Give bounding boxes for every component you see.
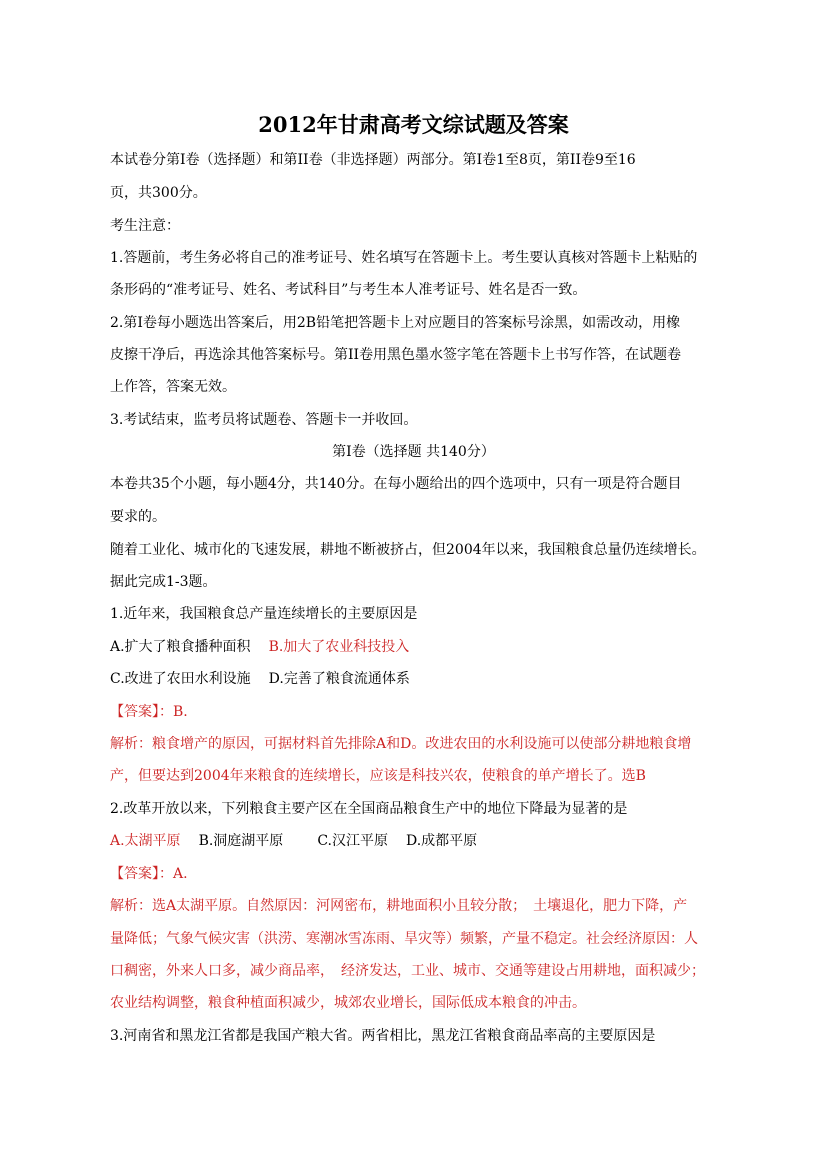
intro-line-2: 页，共300分。 xyxy=(110,185,207,201)
notice-item-2-line-1: 2.第Ⅰ卷每小题选出答案后，用2B铅笔把答题卡上对应题目的答案标号涂黑，如需改动，用橡 xyxy=(110,315,681,331)
q1-analysis-line-2: 产，但要达到2004年来粮食的连续增长，应该是科技兴农，使粮食的单产增长了。选B xyxy=(110,768,646,784)
q1-option-c: C.改进了农田水利设施 xyxy=(110,671,251,687)
q1-option-a: A.扩大了粮食播种面积 xyxy=(110,639,251,655)
q2-question: 2.改革开放以来，下列粮食主要产区在全国商品粮食生产中的地位下降最为显著的是 xyxy=(110,801,628,817)
q1-options-row-2 xyxy=(110,666,410,692)
q2-analysis-line-4: 农业结构调整，粮食种植面积减少，城郊农业增长，国际低成本粮食的冲击。 xyxy=(110,995,586,1011)
q2-analysis-line-1: 解析：选A太湖平原。自然原因：河网密布，耕地面积小且较分散； 土壤退化，肥力下降，产 xyxy=(110,898,688,914)
q2-answer: 【答案】：A. xyxy=(110,866,188,882)
notice-item-2-line-2: 皮擦干净后，再选涂其他答案标号。第II卷用黑色墨水签字笔在答题卡上书写作答，在试题卷 xyxy=(110,347,682,363)
notice-heading: 考生注意： xyxy=(110,218,180,234)
question-stem-line-2: 据此完成1-3题。 xyxy=(110,574,217,590)
q2-option-c: C.汉江平原 xyxy=(317,833,388,849)
notice-item-1-line-1: 1.答题前，考生务必将自己的准考证号、姓名填写在答题卡上。考生要认真核对答题卡上粘贴的 xyxy=(110,250,698,266)
section-desc-line-2: 要求的。 xyxy=(110,509,166,525)
q1-question: 1.近年来，我国粮食总产量连续增长的主要原因是 xyxy=(110,606,418,622)
q2-analysis-line-2: 量降低；气象气候灾害（洪涝、寒潮冰雪冻雨、旱灾等）频繁，产量不稳定。社会经济原因：人 xyxy=(110,931,698,947)
q2-option-a: A.太湖平原 xyxy=(110,833,181,849)
q3-question: 3.河南省和黑龙江省都是我国产粮大省。两省相比，黑龙江省粮食商品率高的主要原因是 xyxy=(110,1028,656,1044)
q2-analysis-line-3: 口稠密，外来人口多，减少商品率， 经济发达，工业、城市、交通等建设占用耕地，面积减少； xyxy=(110,963,705,979)
q1-analysis-line-1: 解析：粮食增产的原因，可据材料首先排除A和D。改进农田的水利设施可以使部分耕地粮食增 xyxy=(110,736,692,752)
q1-options-row-1 xyxy=(110,634,409,660)
section-heading: 第Ⅰ卷（选择题 共140分） xyxy=(332,444,495,460)
q2-option-d: D.成都平原 xyxy=(405,833,478,849)
q1-option-d: D.完善了粮食流通体系 xyxy=(268,671,410,687)
document-title: 2012年甘肃高考文综试题及答案 xyxy=(258,112,569,137)
notice-item-3: 3.考试结束，监考员将试题卷、答题卡一并收回。 xyxy=(110,412,418,428)
intro-line-1: 本试卷分第Ⅰ卷（选择题）和第II卷（非选择题）两部分。第Ⅰ卷1至8页，第II卷9至16 xyxy=(110,152,636,168)
section-desc-line-1: 本卷共35个小题，每小题4分，共140分。在每小题给出的四个选项中，只有一项是符合题目 xyxy=(110,476,682,492)
notice-item-1-line-2: 条形码的“准考证号、姓名、考试科目”与考生本人准考证号、姓名是否一致。 xyxy=(110,282,587,298)
q2-options-row xyxy=(110,828,477,854)
q1-option-b: B.加大了农业科技投入 xyxy=(268,639,410,655)
q1-answer: 【答案】：B. xyxy=(110,704,188,720)
question-stem-line-1: 随着工业化、城市化的飞速发展，耕地不断被挤占，但2004年以来，我国粮食总量仍连续增长。 xyxy=(110,542,706,558)
q2-option-b: B.洞庭湖平原 xyxy=(198,833,284,849)
notice-item-2-line-3: 上作答，答案无效。 xyxy=(110,379,236,395)
